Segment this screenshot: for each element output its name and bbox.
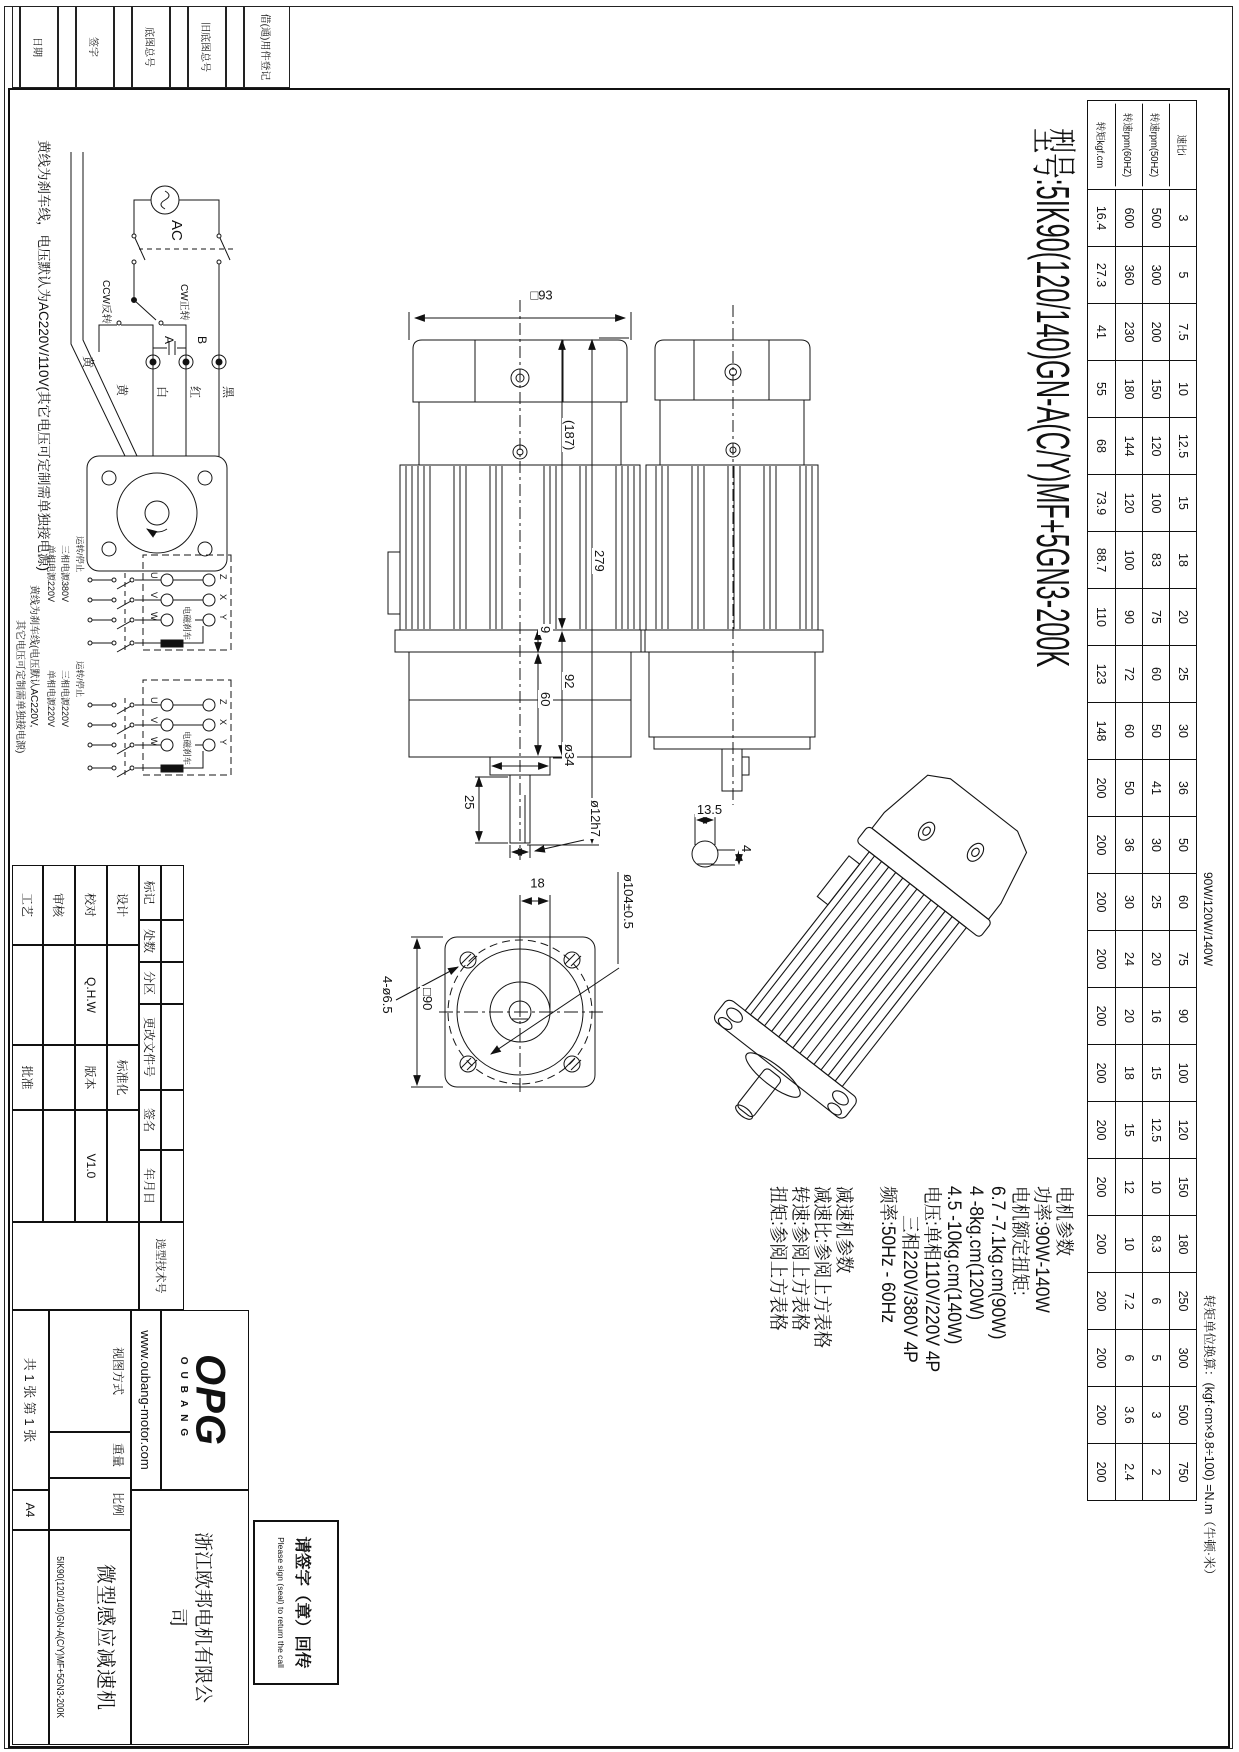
cell-ratio: 10 [1169, 361, 1196, 417]
terminal-x-label: X [218, 719, 228, 726]
cell-torque: 16.4 [1094, 205, 1109, 231]
strip-spacer [170, 6, 188, 88]
cell-rpm50: 120 [1142, 418, 1169, 474]
cell-rpm60: 30 [1115, 874, 1142, 930]
strip-signature [76, 6, 114, 88]
cell-rpm50: 500 [1142, 190, 1169, 246]
brake-label: 电磁刹车 [182, 606, 192, 641]
product-info [50, 1540, 130, 1734]
table-column [1088, 246, 1196, 303]
cell-rpm60: 24 [1115, 931, 1142, 987]
dim-gear-total: 92 [562, 674, 577, 689]
cell-rpm60: 6 [1115, 1330, 1142, 1386]
row-label-torque: 转矩kgf.cm [1094, 121, 1105, 169]
role-design: 设计 [107, 865, 139, 945]
company-name: 浙江欧邦电机有限公司 [167, 1531, 213, 1703]
cell-rpm60: 15 [1115, 1102, 1142, 1158]
rev-cell [161, 920, 184, 962]
dim-total-length: 279 [592, 550, 607, 572]
terminal-u-label: U [149, 697, 159, 704]
cell-torque: 200 [1094, 1347, 1109, 1369]
cell-rpm60: 60 [1115, 703, 1142, 759]
sheet-info: 共 1 张 第 1 张 [12, 1310, 49, 1490]
cell-rpm60: 90 [1115, 589, 1142, 645]
cell-rpm60: 144 [1115, 418, 1142, 474]
terminal-a-label: A [162, 336, 176, 345]
power-brake-a-label: 单相电源220V [46, 545, 56, 603]
logo-sub-text: OUBANG [178, 1356, 189, 1444]
parameter-line [854, 1186, 876, 1372]
strip-label: 底图总号 [143, 27, 155, 67]
table-column [1088, 588, 1196, 645]
version-label: 版本 [75, 1045, 107, 1110]
cell-rpm50: 200 [1142, 304, 1169, 360]
role-design-value [107, 945, 139, 1045]
strip-reuse-record [244, 6, 290, 88]
cell-rpm60: 72 [1115, 646, 1142, 702]
approve-value [12, 1110, 43, 1222]
row-label-rpm60: 转速rpm(60HZ) [1115, 104, 1142, 187]
cell-ratio: 75 [1169, 931, 1196, 987]
dim-motor-length: (187) [562, 420, 577, 451]
table-column [1088, 303, 1196, 360]
cell-ratio: 36 [1169, 760, 1196, 816]
parameter-line: 4 -8kg.cm(120W) [965, 1186, 986, 1321]
cell-rpm60: 2.4 [1115, 1444, 1142, 1500]
wire-black-label: 黑 [221, 386, 235, 399]
cell-ratio: 30 [1169, 703, 1196, 759]
wire-red-label: 红 [188, 386, 202, 399]
terminal-z-label: Z [218, 574, 228, 580]
cell-torque: 200 [1094, 891, 1109, 913]
strip-master-no [132, 6, 170, 88]
cell-rpm50: 2 [1142, 1444, 1169, 1500]
table-column [1088, 987, 1196, 1044]
cell-rpm50: 30 [1142, 817, 1169, 873]
strip-date [20, 6, 58, 88]
speed-torque-table [1087, 100, 1197, 1501]
dim-key-depth: 4 [739, 845, 754, 853]
cell-rpm50: 150 [1142, 361, 1169, 417]
cell-ratio: 20 [1169, 589, 1196, 645]
cell-torque: 200 [1094, 1233, 1109, 1255]
cell-torque: 123 [1094, 663, 1109, 685]
cell-ratio: 50 [1169, 817, 1196, 873]
run-stop-label: 运转/停止 [75, 661, 85, 698]
empty-cell [43, 1045, 75, 1110]
standardization-value [107, 1110, 139, 1222]
cell-rpm60: 230 [1115, 304, 1142, 360]
logo-main-text: OPG [186, 1354, 234, 1446]
parameter-line: 电机额定扭矩: [1009, 1186, 1030, 1296]
terminal-u-label: U [149, 572, 159, 579]
table-column [1088, 702, 1196, 759]
strip-spacer [226, 6, 244, 88]
strip-label: 旧底图总号 [199, 22, 211, 72]
cell-ratio: 15 [1169, 475, 1196, 531]
rev-header-date: 年月日 [139, 1150, 161, 1222]
cell-ratio: 500 [1169, 1387, 1196, 1443]
weight-cell: 重量 [49, 1432, 131, 1478]
table-column [1088, 1272, 1196, 1329]
cell-rpm60: 180 [1115, 361, 1142, 417]
power-class-label: 90W/120W/140W [1201, 872, 1215, 967]
table-column [1088, 759, 1196, 816]
row-label-ratio: 速比i [1169, 104, 1196, 187]
parameter-line: 转速:参阅上方表格 [789, 1186, 810, 1331]
approve-label: 批准 [12, 1045, 43, 1110]
single-phase-note: 黄线为刹车线，电压默认为AC220V/110V(其它电压可定制需单独接电源) [36, 140, 51, 572]
table-column [1088, 1215, 1196, 1272]
terminal-w-label: W [149, 612, 159, 621]
strip-label: 签字 [87, 37, 99, 57]
dim-shaft-length: 25 [462, 795, 477, 810]
table-column [1088, 1443, 1196, 1500]
cell-rpm50: 12.5 [1142, 1102, 1169, 1158]
stamp-line-cn: 请签字（章）回传 [293, 1536, 311, 1669]
strip-spacer [12, 6, 20, 88]
cell-torque: 200 [1094, 777, 1109, 799]
cell-rpm50: 41 [1142, 760, 1169, 816]
cell-ratio: 25 [1169, 646, 1196, 702]
cell-torque: 73.9 [1094, 490, 1109, 516]
parameter-line: 电压:单相110V/220V 4P [921, 1186, 942, 1373]
rev-header-sign: 签名 [139, 1090, 161, 1150]
terminal-y-label: Y [218, 614, 228, 621]
logo-cell [161, 1310, 249, 1490]
power-main-b-label: 三相电源220V [60, 670, 70, 728]
ac-source-label: AC [168, 220, 185, 241]
three-phase-note-2: 其它电压可定制需单独接电源) [14, 620, 25, 754]
cell-torque: 27.3 [1094, 262, 1109, 288]
cell-rpm50: 10 [1142, 1159, 1169, 1215]
cell-ratio: 150 [1169, 1159, 1196, 1215]
rev-header-mark: 标记 [139, 865, 161, 920]
cell-rpm60: 10 [1115, 1216, 1142, 1272]
cell-ratio: 750 [1169, 1444, 1196, 1500]
wire-white-label: 白 [155, 386, 169, 399]
table-column [1088, 1386, 1196, 1443]
wire-yellow-label: 黄 [115, 384, 129, 397]
cell-ratio: 18 [1169, 532, 1196, 588]
cell-rpm60: 360 [1115, 247, 1142, 303]
company-cell [131, 1490, 249, 1745]
cell-rpm50: 16 [1142, 988, 1169, 1044]
parameter-line: 频率:50Hz - 60Hz [877, 1186, 898, 1323]
cell-rpm60: 50 [1115, 760, 1142, 816]
table-row-labels [1088, 101, 1196, 189]
cell-rpm60: 100 [1115, 532, 1142, 588]
cell-ratio: 3 [1169, 190, 1196, 246]
dim-key-width: 13.5 [696, 802, 723, 818]
table-column [1088, 531, 1196, 588]
opg-logo [178, 1354, 232, 1446]
ccw-label: CCW反转 [100, 280, 111, 324]
selection-no-label: 选型技术号 [139, 1222, 184, 1310]
table-column [1088, 189, 1196, 246]
rev-header-zone: 分区 [139, 962, 161, 1004]
paper-size: A4 [12, 1490, 49, 1530]
cell-torque: 200 [1094, 1005, 1109, 1027]
role-review: 审核 [43, 865, 75, 945]
role-process: 工艺 [12, 865, 43, 945]
rev-header-docno: 更改文件号 [139, 1004, 161, 1090]
cell-torque: 88.7 [1094, 547, 1109, 573]
cw-label: CW正转 [178, 284, 189, 321]
strip-old-master-no [188, 6, 226, 88]
terminal-y-label: Y [218, 739, 228, 746]
cell-torque: 68 [1094, 439, 1109, 453]
stamp-line-en: Please sign (seal) to return the call [276, 1537, 286, 1668]
role-check: 校对 [75, 865, 107, 945]
cell-rpm50: 83 [1142, 532, 1169, 588]
cell-torque: 200 [1094, 834, 1109, 856]
cell-ratio: 60 [1169, 874, 1196, 930]
dim-flange-square: □90 [420, 988, 435, 1011]
cell-rpm60: 3.6 [1115, 1387, 1142, 1443]
strip-spacer [114, 6, 132, 88]
cell-torque: 55 [1094, 382, 1109, 396]
wire-yellow-brake-label: 黄 [81, 356, 95, 369]
dim-collar: 9 [538, 626, 553, 634]
cell-ratio: 12.5 [1169, 418, 1196, 474]
rev-cell [161, 1004, 184, 1090]
strip-spacer [58, 6, 76, 88]
rev-header-count: 处数 [139, 920, 161, 962]
cell-rpm50: 20 [1142, 931, 1169, 987]
parameter-line: 三相220V/380V 4P [899, 1186, 920, 1363]
role-process-value [12, 945, 43, 1045]
dim-shaft-diameter: ø12h7 [588, 800, 603, 837]
three-phase-note-1: 黄线为刹车线(电压默认AC220V, [28, 585, 39, 728]
cell-torque: 200 [1094, 1290, 1109, 1312]
terminal-v-label: V [149, 717, 159, 724]
terminal-z-label: Z [218, 699, 228, 705]
empty-cell [12, 1530, 49, 1745]
cell-ratio: 5 [1169, 247, 1196, 303]
cell-rpm50: 6 [1142, 1273, 1169, 1329]
model-number-title: 型号:5IK90(120/140)GN-A(C/Y)MF+5GN3-200K [1027, 128, 1079, 668]
rev-cell [161, 865, 184, 920]
cell-ratio: 180 [1169, 1216, 1196, 1272]
power-main-a-label: 三相电源380V [60, 545, 70, 603]
parameter-line: 减速机参数 [833, 1186, 854, 1274]
cell-rpm60: 120 [1115, 475, 1142, 531]
rev-cell [161, 1150, 184, 1222]
scale-cell: 比例 [49, 1478, 131, 1530]
empty-cell [43, 1110, 75, 1222]
role-review-value [43, 945, 75, 1045]
cell-rpm60: 20 [1115, 988, 1142, 1044]
table-column [1088, 816, 1196, 873]
dim-key-offset: 18 [530, 875, 545, 891]
row-label-rpm50: 转速rpm(50HZ) [1142, 104, 1169, 187]
table-column [1088, 1158, 1196, 1215]
table-columns [1088, 189, 1196, 1500]
terminal-x-label: X [218, 594, 228, 601]
table-column [1088, 1329, 1196, 1386]
parameter-line: 电机参数 [1053, 1186, 1074, 1256]
cell-rpm50: 5 [1142, 1330, 1169, 1386]
cell-torque: 200 [1094, 1461, 1109, 1483]
cell-rpm50: 50 [1142, 703, 1169, 759]
cell-torque: 200 [1094, 1176, 1109, 1198]
rev-cell [161, 1090, 184, 1150]
table-column [1088, 1101, 1196, 1158]
role-check-value: Q.H.W [75, 945, 107, 1045]
version-value: V1.0 [75, 1110, 107, 1222]
dim-hub-diameter: ø34 [562, 744, 577, 767]
product-name: 微型感应减速机 [94, 1563, 116, 1711]
cell-rpm50: 75 [1142, 589, 1169, 645]
run-stop-label: 运转/停止 [75, 536, 85, 573]
website: www.oubang-motor.com [131, 1310, 161, 1490]
cell-rpm50: 25 [1142, 874, 1169, 930]
dim-gear-length: 60 [538, 692, 553, 707]
cell-torque: 200 [1094, 1062, 1109, 1084]
cell-rpm50: 8.3 [1142, 1216, 1169, 1272]
cell-torque: 200 [1094, 1119, 1109, 1141]
dim-flange-diameter: ø104±0.5 [621, 874, 636, 929]
rev-cell [161, 962, 184, 1004]
cell-rpm60: 36 [1115, 817, 1142, 873]
cell-rpm60: 600 [1115, 190, 1142, 246]
cell-rpm50: 3 [1142, 1387, 1169, 1443]
cell-rpm50: 100 [1142, 475, 1169, 531]
table-column [1088, 417, 1196, 474]
cell-ratio: 300 [1169, 1330, 1196, 1386]
parameter-line: 6.7 -7.1kg.cm(90W) [987, 1186, 1008, 1340]
selection-no-value [12, 1222, 139, 1310]
cell-rpm50: 60 [1142, 646, 1169, 702]
table-column [1088, 474, 1196, 531]
terminal-v-label: V [149, 592, 159, 599]
cell-ratio: 7.5 [1169, 304, 1196, 360]
cell-torque: 148 [1094, 720, 1109, 742]
terminal-w-label: W [149, 737, 159, 746]
cell-ratio: 100 [1169, 1045, 1196, 1101]
cell-rpm50: 300 [1142, 247, 1169, 303]
table-column [1088, 873, 1196, 930]
cell-rpm60: 7.2 [1115, 1273, 1142, 1329]
product-cell [49, 1530, 131, 1745]
strip-label: 借(通)用件登记 [259, 13, 271, 81]
dim-mount-holes: 4-ø6.5 [380, 976, 395, 1014]
dim-square-93: □93 [530, 287, 553, 303]
parameter-line: 4.5 -10kg.cm(140W) [943, 1186, 964, 1345]
parameter-line: 减速比:参阅上方表格 [811, 1186, 832, 1349]
terminal-b-label: B [195, 336, 209, 345]
cell-ratio: 120 [1169, 1102, 1196, 1158]
parameter-line: 扭矩:参阅上方表格 [767, 1186, 788, 1331]
table-column [1088, 1044, 1196, 1101]
parameter-line: 功率:90W-140W [1031, 1186, 1052, 1313]
standardization-label: 标准化 [107, 1045, 139, 1110]
motor-parameters [766, 1186, 1074, 1372]
cell-rpm60: 18 [1115, 1045, 1142, 1101]
cell-torque: 110 [1094, 607, 1109, 627]
table-column [1088, 360, 1196, 417]
strip-label: 日期 [31, 37, 43, 57]
table-column [1088, 645, 1196, 702]
cell-rpm50: 15 [1142, 1045, 1169, 1101]
brake-label: 电磁刹车 [182, 731, 192, 766]
table-column [1088, 930, 1196, 987]
cell-ratio: 90 [1169, 988, 1196, 1044]
signature-stamp-box [253, 1520, 339, 1685]
cell-torque: 200 [1094, 1404, 1109, 1426]
cell-torque: 200 [1094, 948, 1109, 970]
cell-rpm60: 12 [1115, 1159, 1142, 1215]
torque-unit-note: 转矩单位换算：(kgf·cm×9.8÷100) =N.m（牛顿·米） [1202, 1295, 1216, 1582]
part-number: 5IK90(120/140)GN-A(C/Y)MF+5GN3-200K [54, 1556, 65, 1719]
power-brake-b-label: 单相电源220V [46, 670, 56, 728]
cell-ratio: 250 [1169, 1273, 1196, 1329]
view-method-cell: 视图方式 [49, 1310, 131, 1432]
cell-torque: 41 [1094, 325, 1109, 339]
